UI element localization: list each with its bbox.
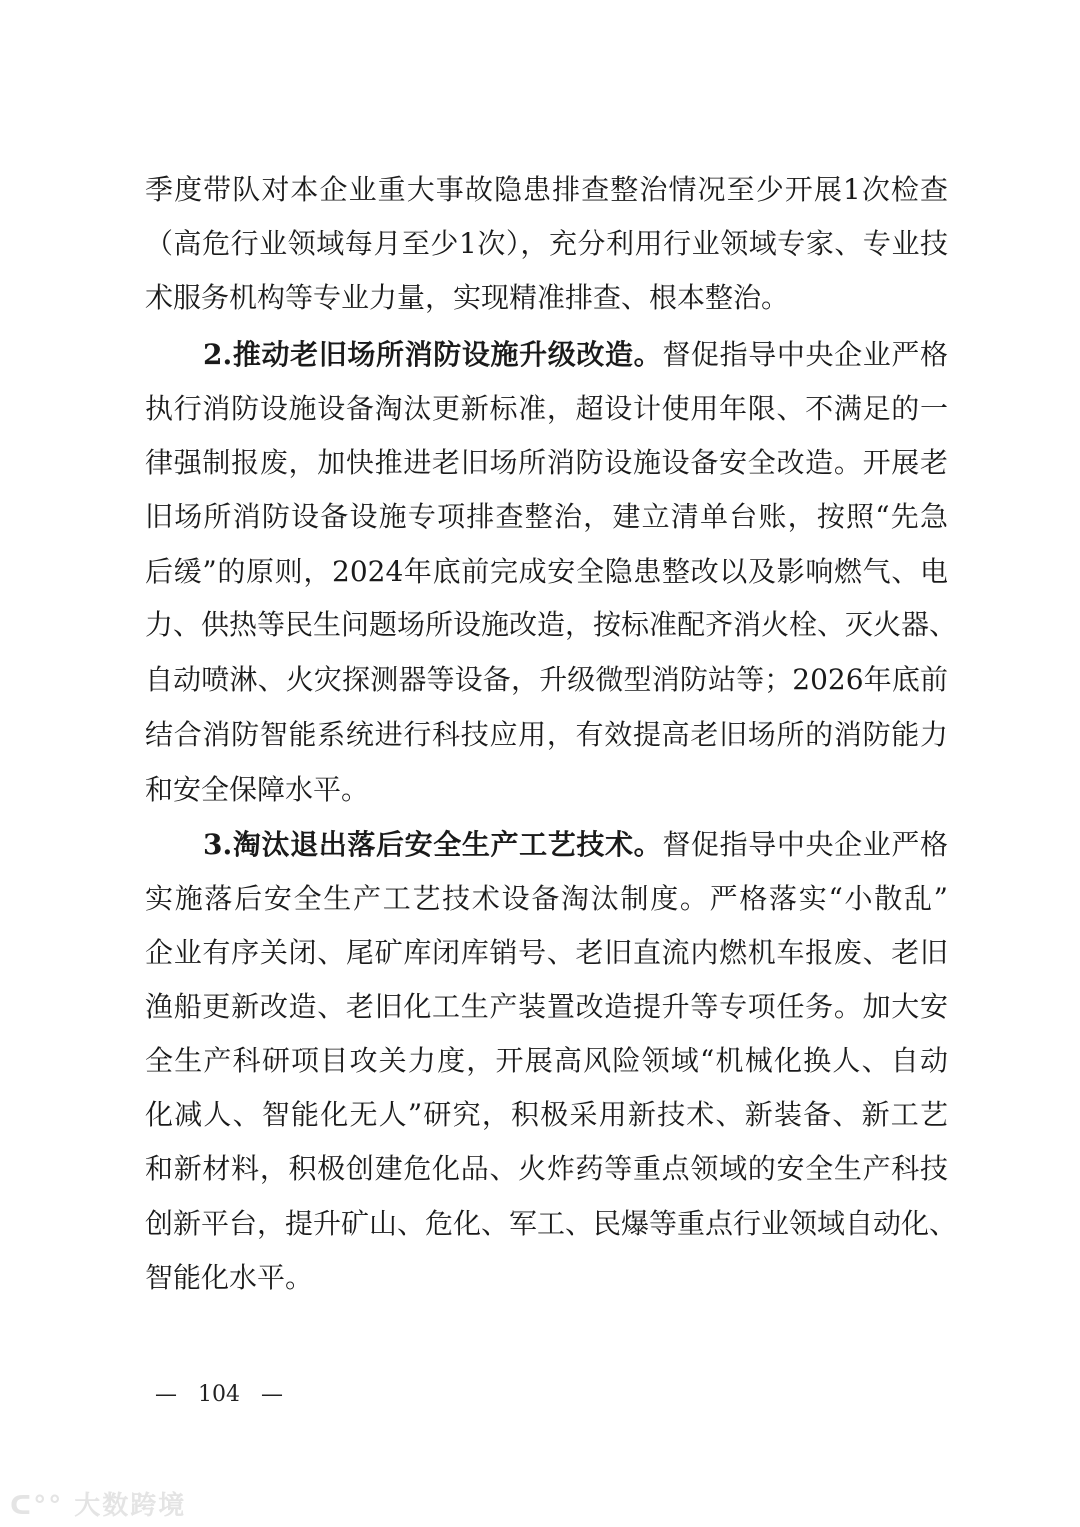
text-line: 实施落后安全生产工艺技术设备淘汰制度。严格落实“小散乱” <box>145 882 948 915</box>
text-line: 和安全保障水平。 <box>145 773 370 806</box>
text-line: （高危行业领域每月至少1次），充分利用行业领域专家、专业技 <box>145 227 948 260</box>
text-line: 智能化水平。 <box>145 1261 314 1294</box>
heading-title: 2.推动老旧场所消防设施升级改造。 <box>203 338 663 371</box>
heading-rest: 督促指导中央企业严格 <box>662 828 948 861</box>
text-line: 企业有序关闭、尾矿库闭库销号、老旧直流内燃机车报废、老旧 <box>145 936 948 969</box>
section-heading-3 <box>203 827 948 863</box>
text-line: 力、供热等民生问题场所设施改造，按标准配齐消火栓、灭火器、 <box>145 608 958 641</box>
heading-title: 3.淘汰退出落后安全生产工艺技术。 <box>203 828 663 861</box>
watermark-logo <box>10 1485 186 1522</box>
logo-icon: ᑕ°° <box>10 1491 64 1521</box>
text-line: 季度带队对本企业重大事故隐患排查整治情况至少开展1次检查 <box>145 173 948 206</box>
page-number: — 104 — <box>155 1382 283 1407</box>
text-line: 化减人、智能化无人”研究，积极采用新技术、新装备、新工艺 <box>145 1098 948 1131</box>
text-line: 律强制报废，加快推进老旧场所消防设施设备安全改造。开展老 <box>145 446 948 479</box>
text-line: 全生产科研项目攻关力度，开展高风险领域“机械化换人、自动 <box>145 1044 948 1077</box>
text-line: 自动喷淋、火灾探测器等设备，升级微型消防站等；2026年底前 <box>145 663 948 696</box>
text-line: 后缓”的原则，2024年底前完成安全隐患整改以及影响燃气、电 <box>145 555 948 588</box>
section-heading-2 <box>203 337 948 373</box>
text-line: 旧场所消防设备设施专项排查整治，建立清单台账，按照“先急 <box>145 500 948 533</box>
heading-rest: 督促指导中央企业严格 <box>662 338 948 371</box>
text-line: 结合消防智能系统进行科技应用，有效提高老旧场所的消防能力 <box>145 718 948 751</box>
text-line: 创新平台，提升矿山、危化、军工、民爆等重点行业领域自动化、 <box>145 1207 958 1240</box>
text-line: 渔船更新改造、老旧化工生产装置改造提升等专项任务。加大安 <box>145 990 948 1023</box>
text-line: 术服务机构等专业力量，实现精准排查、根本整治。 <box>145 281 790 314</box>
text-line: 执行消防设施设备淘汰更新标准，超设计使用年限、不满足的一 <box>145 392 948 425</box>
watermark-text: 大数跨境 <box>74 1491 187 1521</box>
text-line: 和新材料，积极创建危化品、火炸药等重点领域的安全生产科技 <box>145 1152 948 1185</box>
